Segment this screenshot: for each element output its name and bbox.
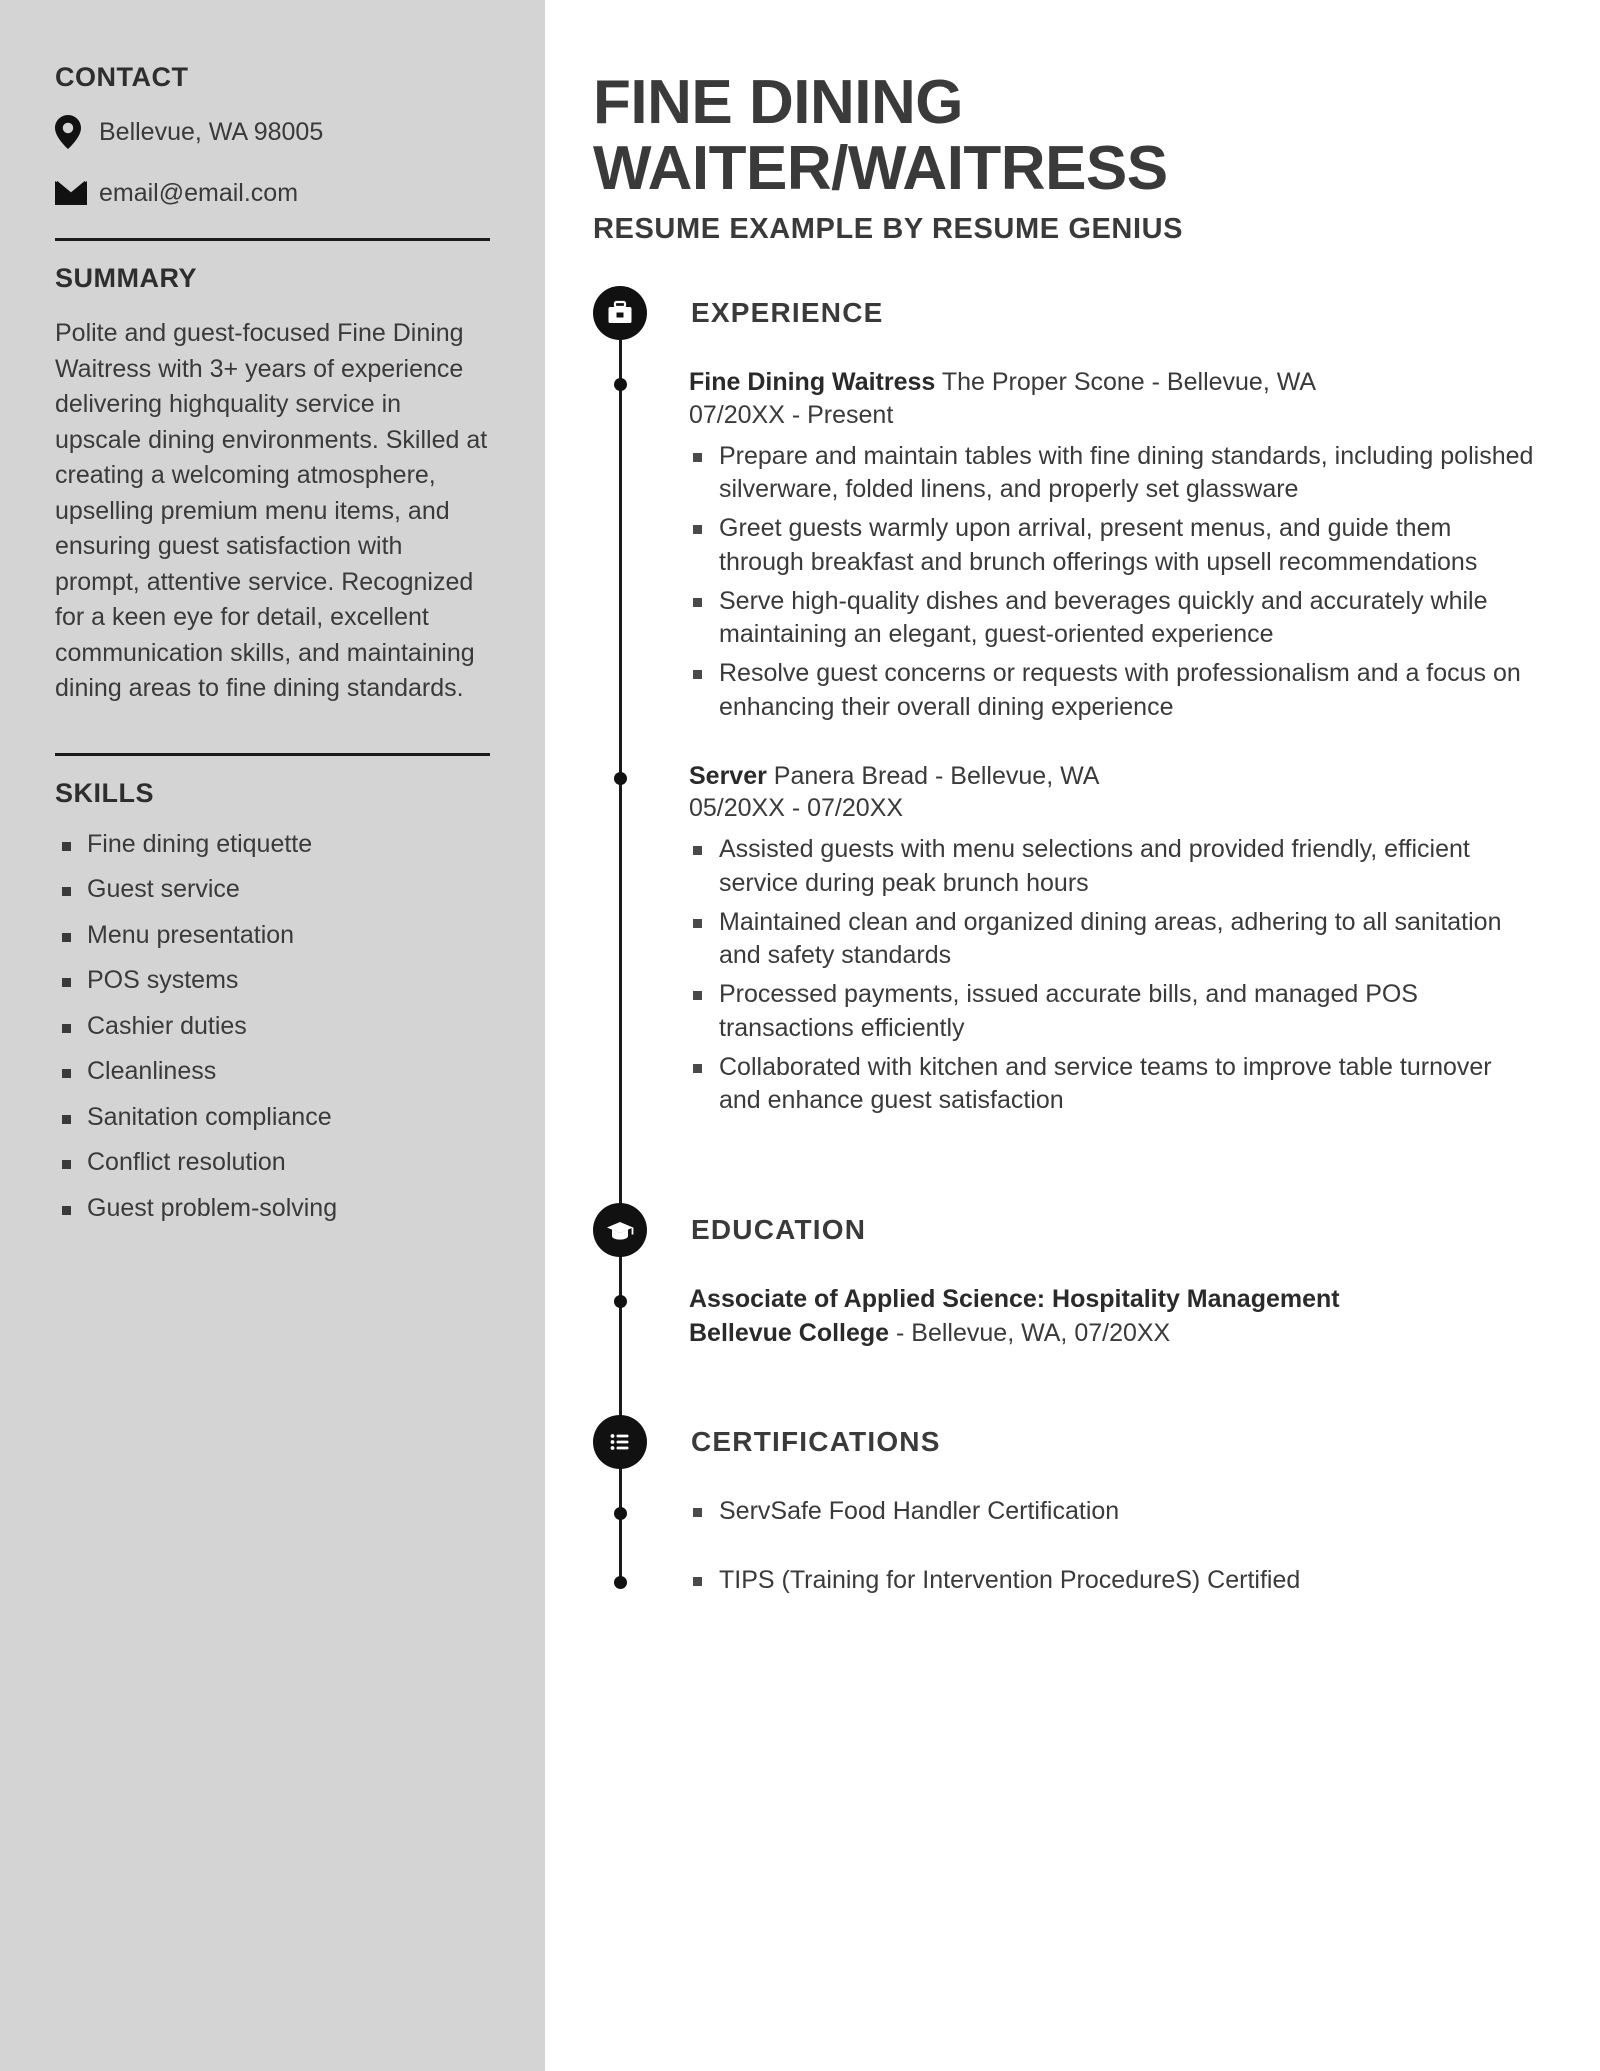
list-item: Maintained clean and organized dining areas, adhering to all sanitation and safety standards	[689, 906, 1540, 973]
sidebar-divider-summary	[55, 238, 490, 241]
education-entry	[593, 1283, 1540, 1351]
experience-entry	[593, 366, 1540, 724]
page-title: FINE DINING WAITER/WAITRESS	[593, 68, 1168, 203]
job-role: Fine Dining Waitress	[689, 368, 936, 397]
list-item: Resolve guest concerns or requests with professionalism and a focus on enhancing their overall dining experience	[689, 657, 1540, 724]
envelope-icon	[55, 181, 99, 205]
skills-list	[55, 831, 490, 1223]
list-item: TIPS (Training for Intervention ProcedureS) Certified	[689, 1564, 1540, 1597]
contact-location-text: Bellevue, WA 98005	[99, 118, 324, 146]
sidebar	[0, 0, 545, 2071]
contact-section	[55, 62, 490, 210]
list-item: Cleanliness	[55, 1058, 490, 1086]
summary-text: Polite and guest-focused Fine Dining Waitress with 3+ years of experience delivering highquality service in upscale dining environments. Skilled at creating a welcoming atmosphere, upselling premium menu items, and ensuring guest satisfaction with prompt, attentive service. Recognized for a keen eye for detail, excellent communication skills, and maintaining dining areas to fine dining standards.	[55, 319, 488, 702]
job-dates: 05/20XX - 07/20XX	[689, 794, 904, 823]
contact-heading: CONTACT	[55, 62, 189, 92]
briefcase-icon	[593, 286, 647, 340]
certification-entry	[593, 1495, 1540, 1528]
sidebar-divider-skills	[55, 753, 490, 756]
list-item: Assisted guests with menu selections and provided friendly, efficient service during peak brunch hours	[689, 833, 1540, 900]
list-item: Greet guests warmly upon arrival, present menus, and guide them through breakfast and brunch offerings with upsell recommendations	[689, 512, 1540, 579]
certifications-section	[593, 1415, 1540, 1598]
skills-section	[55, 778, 490, 1223]
education-section	[593, 1203, 1540, 1351]
degree-text: Associate of Applied Science: Hospitality Management	[689, 1285, 1340, 1314]
list-item: Guest service	[55, 876, 490, 904]
list-item: POS systems	[55, 967, 490, 995]
job-title-line	[689, 760, 1540, 793]
list-item: Guest problem-solving	[55, 1195, 490, 1223]
education-heading: EDUCATION	[691, 1214, 867, 1246]
page-subtitle: RESUME EXAMPLE BY RESUME GENIUS	[593, 213, 1184, 246]
contact-item-email	[55, 176, 490, 210]
location-pin-icon	[55, 115, 99, 149]
certifications-header	[593, 1415, 1540, 1469]
timeline	[593, 286, 1540, 1597]
experience-entry	[593, 760, 1540, 1118]
certifications-heading: CERTIFICATIONS	[691, 1425, 941, 1457]
education-school-line	[689, 1317, 1540, 1351]
job-bullets	[689, 440, 1540, 724]
contact-email-text: email@email.com	[99, 179, 299, 207]
certifications-list	[689, 1564, 1540, 1597]
school-detail: - Bellevue, WA, 07/20XX	[889, 1319, 1171, 1348]
job-company: Panera Bread - Bellevue, WA	[766, 761, 1100, 790]
experience-section	[593, 286, 1540, 1117]
list-circle-icon	[593, 1415, 647, 1469]
list-item: Processed payments, issued accurate bills, and managed POS transactions efficiently	[689, 978, 1540, 1045]
list-item: Conflict resolution	[55, 1149, 490, 1177]
contact-item-location	[55, 115, 490, 149]
certifications-list	[689, 1495, 1540, 1528]
skills-heading: SKILLS	[55, 777, 155, 808]
job-company: The Proper Scone - Bellevue, WA	[935, 368, 1317, 397]
list-item: Serve high-quality dishes and beverages quickly and accurately while maintaining an elegant, guest-oriented experience	[689, 585, 1540, 652]
summary-heading: SUMMARY	[55, 263, 197, 293]
section-spacer	[593, 1387, 1540, 1415]
job-bullets	[689, 833, 1540, 1117]
list-item: Collaborated with kitchen and service teams to improve table turnover and enhance guest satisfaction	[689, 1051, 1540, 1118]
list-item: Fine dining etiquette	[55, 831, 490, 859]
list-item: Menu presentation	[55, 922, 490, 950]
education-degree	[689, 1283, 1540, 1317]
section-spacer	[593, 1153, 1540, 1203]
job-title-line	[689, 366, 1540, 399]
experience-header	[593, 286, 1540, 340]
job-role: Server	[689, 761, 767, 790]
job-dates: 07/20XX - Present	[689, 400, 894, 429]
list-item: ServSafe Food Handler Certification	[689, 1495, 1540, 1528]
summary-section	[55, 263, 490, 707]
main-content	[545, 0, 1600, 2071]
list-item: Cashier duties	[55, 1013, 490, 1041]
graduation-cap-icon	[593, 1203, 647, 1257]
list-item: Sanitation compliance	[55, 1104, 490, 1132]
education-header	[593, 1203, 1540, 1257]
list-item: Prepare and maintain tables with fine dining standards, including polished silverware, folded linens, and properly set glassware	[689, 440, 1540, 507]
certification-entry	[593, 1564, 1540, 1597]
experience-heading: EXPERIENCE	[691, 297, 884, 329]
school-name: Bellevue College	[689, 1319, 890, 1348]
